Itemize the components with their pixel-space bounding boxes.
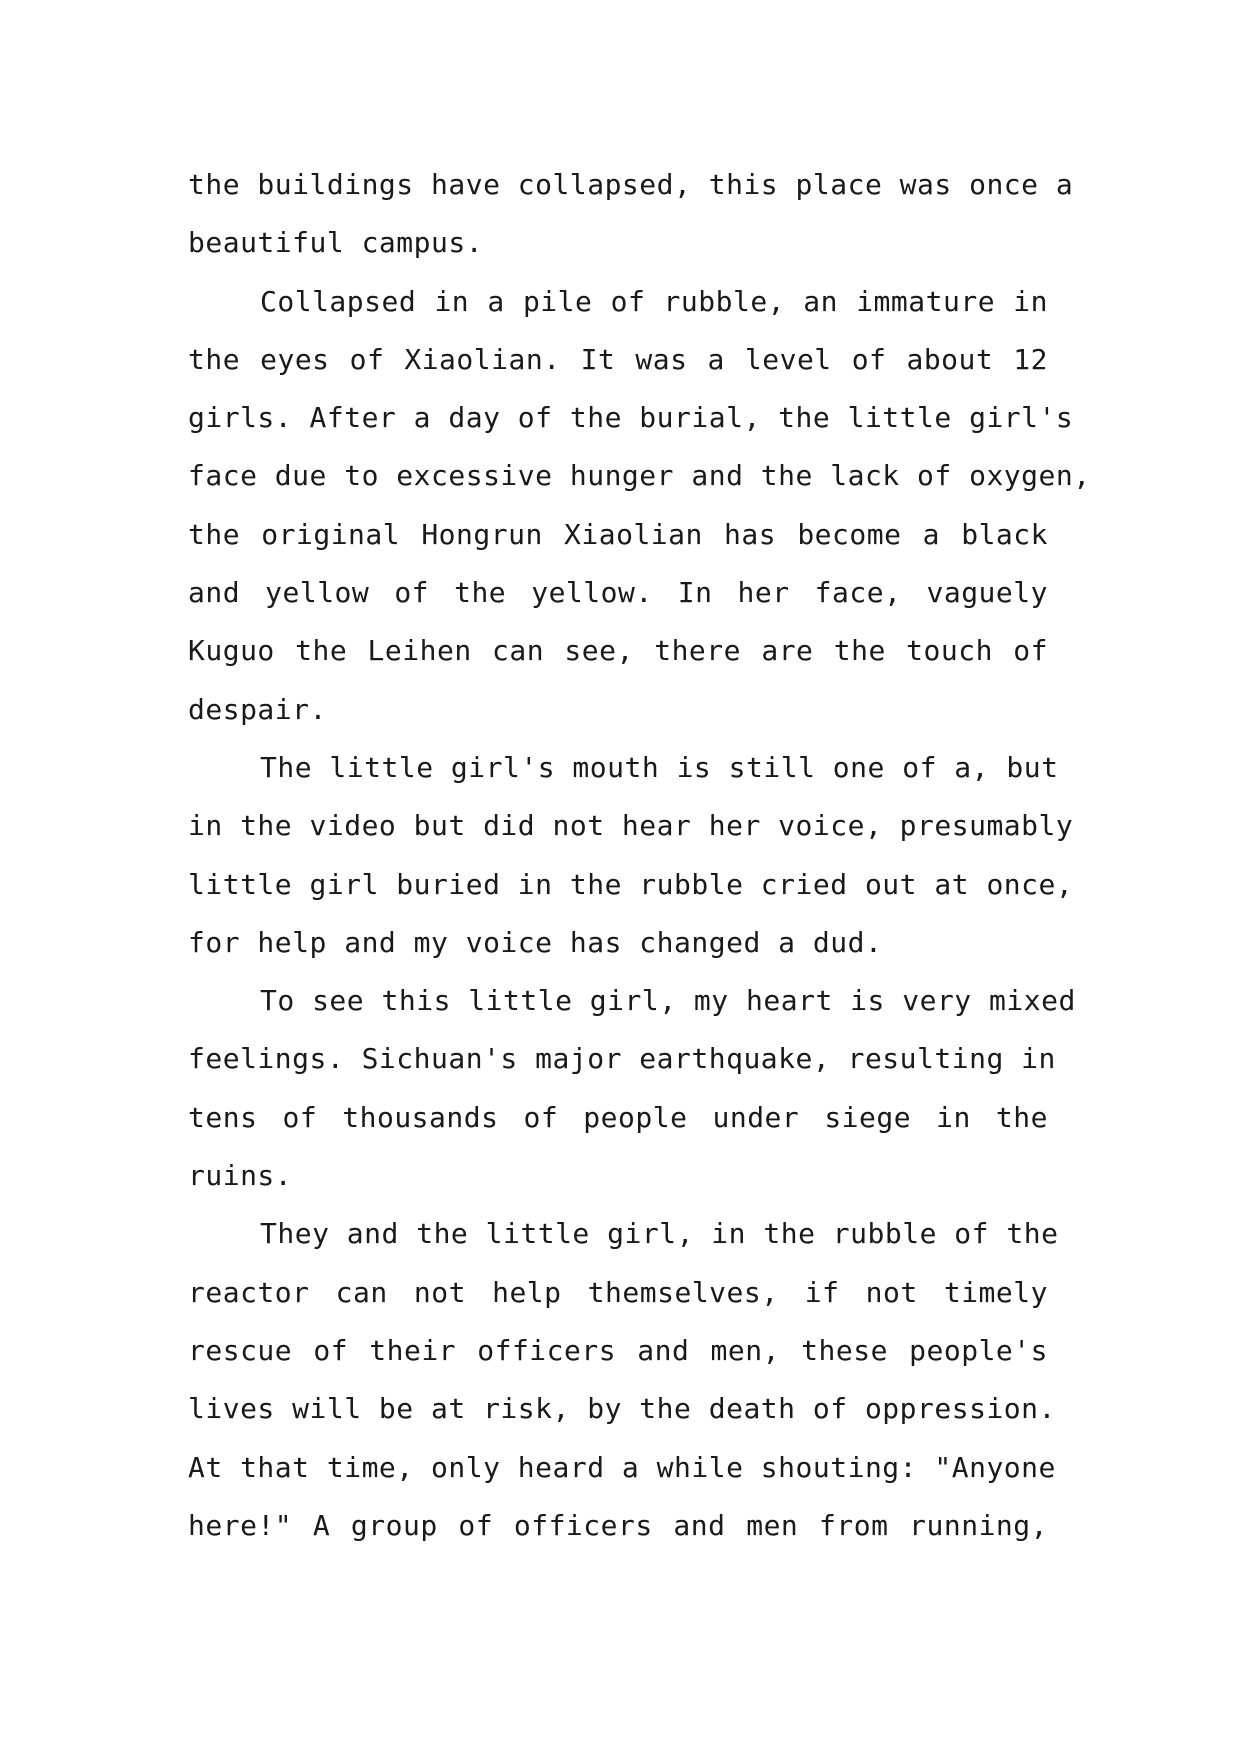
text-line: here!" A group of officers and men from running,: [188, 1508, 1048, 1542]
text-line: The little girl's mouth is still one of a, but: [260, 750, 1059, 784]
text-line: girls. After a day of the burial, the little girl's: [188, 401, 1074, 435]
text-line: rescue of their officers and men, these people's: [188, 1333, 1048, 1367]
text-line: To see this little girl, my heart is very mixed: [260, 984, 1076, 1018]
text-line: They and the little girl, in the rubble of the: [260, 1217, 1059, 1251]
text-line: and yellow of the yellow. In her face, vaguely: [188, 576, 1048, 610]
text-line: the buildings have collapsed, this place was once a: [188, 168, 1074, 201]
text-line: beautiful campus.: [188, 226, 484, 260]
text-line: lives will be at risk, by the death of oppression.: [188, 1392, 1056, 1426]
text-line: despair.: [188, 692, 327, 726]
text-line: feelings. Sichuan's major earthquake, resulting in: [188, 1042, 1056, 1076]
text-line: At that time, only heard a while shouting: "Anyone: [188, 1450, 1056, 1484]
text-line: tens of thousands of people under siege in the: [188, 1100, 1048, 1134]
text-line: reactor can not help themselves, if not timely: [188, 1275, 1048, 1309]
text-line: ruins.: [188, 1159, 293, 1193]
text-line: the eyes of Xiaolian. It was a level of about 12: [188, 342, 1048, 376]
text-line: the original Hongrun Xiaolian has become a black: [188, 517, 1048, 551]
text-line: Collapsed in a pile of rubble, an immature in: [260, 284, 1048, 318]
text-line: for help and my voice has changed a dud.: [188, 925, 883, 959]
text-line: in the video but did not hear her voice, presumably: [188, 809, 1074, 843]
text-line: Kuguo the Leihen can see, there are the touch of: [188, 634, 1048, 668]
body-text: [188, 156, 1091, 1555]
text-line: face due to excessive hunger and the lack of oxygen,: [188, 459, 1091, 493]
text-line: little girl buried in the rubble cried out at once,: [188, 867, 1074, 901]
